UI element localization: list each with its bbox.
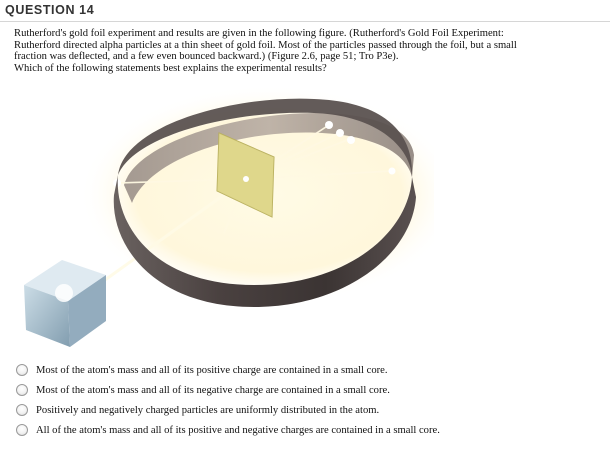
- radio-button[interactable]: [16, 404, 28, 416]
- radio-button[interactable]: [16, 364, 28, 376]
- answer-option[interactable]: [14, 420, 599, 440]
- radio-button[interactable]: [16, 384, 28, 396]
- answer-label: Most of the atom's mass and all of its positive charge are contained in a small core.: [36, 364, 388, 376]
- answer-option[interactable]: [14, 400, 599, 420]
- answer-label: Positively and negatively charged particles are uniformly distributed in the atom.: [36, 404, 380, 416]
- alpha-source-box: [24, 260, 106, 347]
- radio-button[interactable]: [16, 424, 28, 436]
- question-title: QUESTION 14: [5, 3, 95, 17]
- answer-list: [14, 360, 599, 440]
- question-header: [0, 0, 610, 22]
- gold-foil-illustration: [14, 85, 434, 355]
- answer-option[interactable]: [14, 380, 599, 400]
- prompt-line: Rutherford's gold foil experiment and results are given in the following figure. (Rutherford's Gold Foil Experiment:: [14, 28, 504, 39]
- gold-foil-figure: [14, 85, 434, 355]
- prompt-line: Rutherford directed alpha particles at a thin sheet of gold foil. Most of the particles passed through the foil, but a small: [14, 39, 517, 51]
- question-prompt: [14, 28, 599, 74]
- prompt-line: Which of the following statements best explains the experimental results?: [14, 62, 327, 74]
- answer-option[interactable]: [14, 360, 599, 380]
- answer-label: Most of the atom's mass and all of its negative charge are contained in a small core.: [36, 384, 390, 396]
- prompt-line: fraction was deflected, and a few even bounced backward.) (Figure 2.6, page 51; Tro P3e).: [14, 51, 399, 63]
- answer-label: All of the atom's mass and all of its positive and negative charges are contained in a small core.: [36, 424, 440, 436]
